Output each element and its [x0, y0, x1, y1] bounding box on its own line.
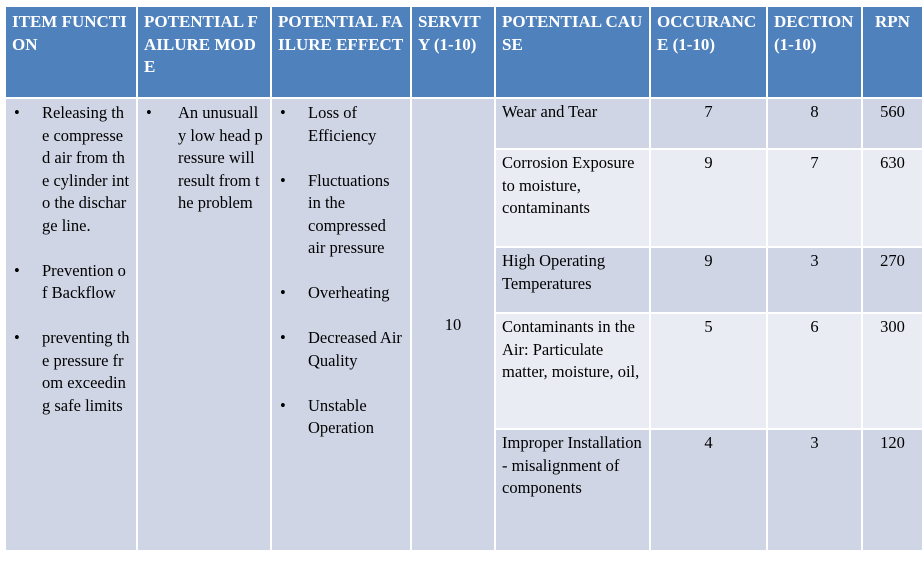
- failure-mode-cell: [137, 98, 271, 551]
- detection-cell: 3: [767, 429, 862, 551]
- fmea-table-container: [4, 5, 922, 552]
- header-failure-mode: POTENTIAL FAILURE MODE: [137, 6, 271, 98]
- detection-cell: 6: [767, 313, 862, 429]
- rpn-cell: 120: [862, 429, 923, 551]
- header-detection: DECTION (1-10): [767, 6, 862, 98]
- cause-cell: High Operating Temperatures: [495, 247, 650, 313]
- header-severity: SERVITY (1-10): [411, 6, 495, 98]
- rpn-cell: 300: [862, 313, 923, 429]
- item-function-cell: [5, 98, 137, 551]
- rpn-cell: 560: [862, 98, 923, 149]
- cause-cell: Corrosion Exposure to moisture, contaminants: [495, 149, 650, 247]
- rpn-cell: 630: [862, 149, 923, 247]
- cause-cell: Wear and Tear: [495, 98, 650, 149]
- header-cause: POTENTIAL CAUSE: [495, 6, 650, 98]
- failure-effect-bullet: • Fluctuations in the compressed air pressure: [278, 170, 404, 260]
- item-function-bullet: • preventing the pressure from exceeding safe limits: [12, 327, 130, 417]
- table-row: [5, 98, 923, 149]
- failure-effect-cell: [271, 98, 411, 551]
- header-failure-effect: POTENTIAL FAILURE EFFECT: [271, 6, 411, 98]
- failure-effect-bullet: • Unstable Operation: [278, 395, 404, 440]
- detection-cell: 3: [767, 247, 862, 313]
- occurrence-cell: 9: [650, 149, 767, 247]
- header-row: [5, 6, 923, 98]
- detection-cell: 7: [767, 149, 862, 247]
- failure-effect-bullet: • Loss of Efficiency: [278, 102, 404, 147]
- severity-cell: 10: [411, 98, 495, 551]
- item-function-bullet: • Prevention of Backflow: [12, 260, 130, 305]
- failure-effect-bullet: • Decreased Air Quality: [278, 327, 404, 372]
- fmea-table: [4, 5, 924, 552]
- failure-effect-bullet: • Overheating: [278, 282, 404, 305]
- header-rpn: RPN: [862, 6, 923, 98]
- header-occurrence: OCCURANCE (1-10): [650, 6, 767, 98]
- failure-mode-bullet: • An unusually low head pressure will result from the problem: [144, 102, 264, 215]
- item-function-bullet: • Releasing the compressed air from the cylinder into the discharge line.: [12, 102, 130, 237]
- occurrence-cell: 7: [650, 98, 767, 149]
- header-item-function: ITEM FUNCTION: [5, 6, 137, 98]
- detection-cell: 8: [767, 98, 862, 149]
- occurrence-cell: 5: [650, 313, 767, 429]
- cause-cell: Contaminants in the Air: Particulate matter, moisture, oil,: [495, 313, 650, 429]
- rpn-cell: 270: [862, 247, 923, 313]
- cause-cell: Improper Installation - misalignment of components: [495, 429, 650, 551]
- occurrence-cell: 4: [650, 429, 767, 551]
- occurrence-cell: 9: [650, 247, 767, 313]
